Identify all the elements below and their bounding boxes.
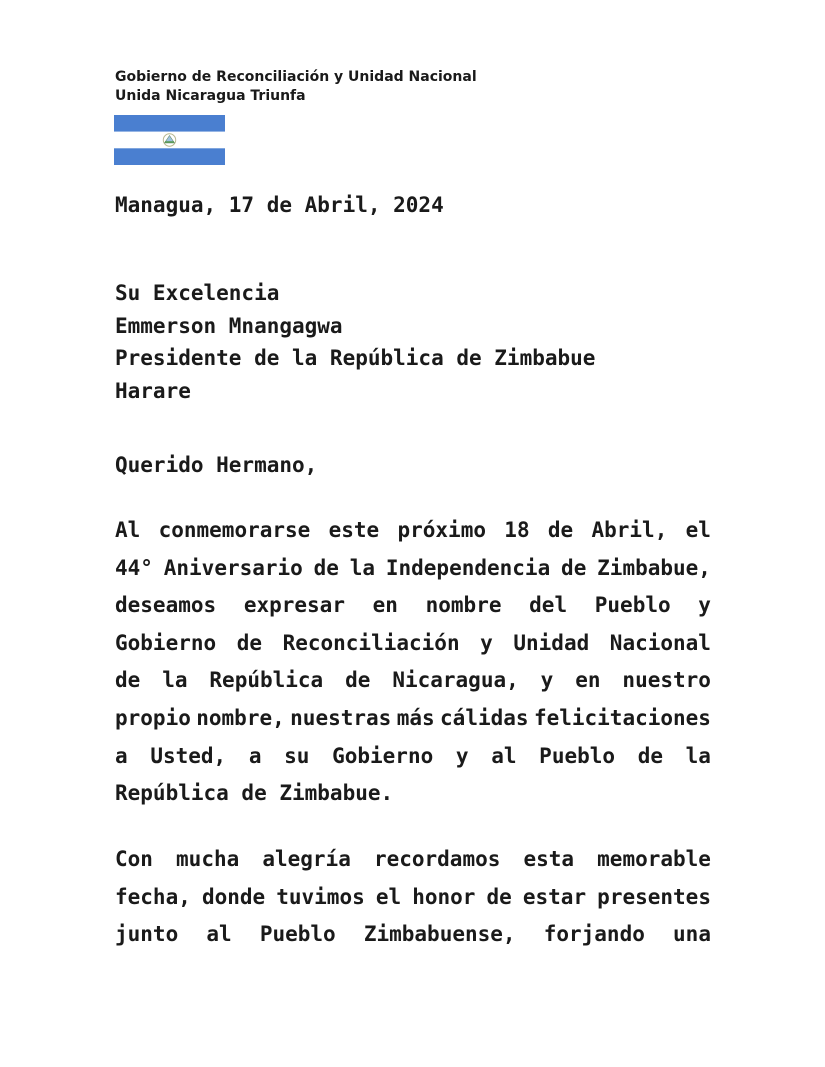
paragraph-word: al — [491, 743, 517, 768]
letterhead-slogan: Unida Nicaragua Triunfa — [115, 88, 306, 104]
paragraph-word: Gobierno — [115, 630, 217, 655]
paragraph-word: nuestro — [622, 668, 711, 693]
letterhead — [115, 68, 477, 106]
paragraph-word: cálidas — [440, 705, 529, 730]
paragraph-word: y — [698, 593, 711, 618]
paragraph-word: expresar — [243, 593, 345, 618]
paragraph-word: y — [540, 668, 554, 693]
paragraph-word: en — [372, 593, 398, 618]
recipient-title: Su Excelencia — [115, 281, 280, 305]
paragraph-word: Pueblo — [594, 593, 671, 618]
paragraph-word: 18 — [504, 518, 530, 542]
paragraph-word: Unidad — [513, 630, 590, 655]
paragraph-word: y — [455, 743, 469, 768]
paragraph-word: Pueblo — [259, 922, 336, 947]
paragraph-word: del — [529, 593, 568, 618]
paragraph-word: en — [575, 668, 601, 693]
paragraph-word: Nacional — [609, 630, 711, 655]
paragraph-word: conmemorarse — [158, 518, 311, 542]
paragraph-word: 44° — [115, 555, 153, 580]
paragraph-word: próximo — [397, 518, 486, 542]
paragraph-word: Zimbabuense, — [363, 922, 516, 947]
paragraph-word: junto — [115, 922, 179, 947]
paragraph-word: Zimbabue, — [597, 555, 711, 580]
recipient-position: Presidente de la República de Zimbabue — [115, 346, 596, 370]
paragraph-word: Aniversario — [163, 555, 303, 580]
paragraph-line — [115, 700, 711, 738]
paragraph-word: a — [248, 743, 262, 768]
paragraph-word: donde — [201, 884, 266, 909]
paragraph-word: el — [375, 884, 402, 909]
paragraph-word: Independencia — [385, 555, 551, 580]
paragraph-word: Pueblo — [539, 743, 616, 768]
paragraph-word: Gobierno — [332, 743, 434, 768]
recipient-name: Emmerson Mnangagwa — [115, 313, 343, 338]
paragraph-word: Al — [115, 518, 141, 542]
paragraph-word: Usted, — [150, 743, 227, 768]
paragraph-line — [115, 550, 711, 588]
paragraph-word: su — [284, 743, 310, 768]
paragraph-word: Reconciliación — [282, 630, 460, 655]
paragraph-word: Nicaragua, — [392, 668, 519, 693]
paragraph-word: el — [685, 518, 711, 542]
paragraph-word: República — [209, 668, 324, 693]
paragraph-word: presentes — [597, 884, 711, 909]
paragraph-word: tuvimos — [276, 884, 365, 909]
paragraph-word: de — [236, 630, 263, 655]
paragraph-word: más — [396, 705, 435, 730]
paragraph-word: de — [345, 668, 371, 693]
paragraph-line — [115, 775, 711, 813]
flag-top-stripe — [114, 115, 225, 132]
paragraph-word: de — [313, 555, 339, 580]
greeting: Querido Hermano, — [115, 453, 318, 477]
paragraph-word: alegría — [262, 847, 351, 871]
paragraph-word: recordamos — [373, 847, 501, 871]
paragraph-line — [115, 738, 711, 776]
paragraph-word: la — [349, 555, 376, 580]
paragraph-word: Abril, — [591, 518, 668, 542]
paragraph-word: de — [115, 668, 141, 693]
paragraph-word: de — [547, 518, 574, 542]
paragraph-line — [115, 916, 711, 954]
paragraph-word: al — [206, 922, 232, 947]
paragraph-word: mucha — [176, 847, 240, 871]
paragraph-line — [115, 662, 711, 700]
paragraph-word: y — [480, 630, 493, 655]
letterhead-government-name: Gobierno de Reconciliación y Unidad Nacional — [115, 69, 477, 85]
body-paragraph-1 — [115, 512, 711, 813]
paragraph-word: fecha, — [115, 884, 191, 909]
paragraph-word: forjando — [543, 922, 645, 947]
paragraph-word: de — [486, 884, 512, 909]
paragraph-line-text: República de Zimbabue. — [115, 781, 394, 806]
paragraph-word: propio — [115, 705, 191, 730]
letter-date: Managua, 17 de Abril, 2024 — [115, 193, 444, 217]
paragraph-word: honor — [412, 884, 476, 909]
flag-bottom-stripe — [114, 148, 225, 165]
paragraph-word: felicitaciones — [533, 705, 711, 730]
paragraph-line — [115, 512, 711, 550]
paragraph-word: la — [162, 668, 188, 693]
paragraph-word: nombre — [425, 593, 502, 618]
paragraph-word: memorable — [597, 847, 711, 871]
paragraph-word: la — [685, 743, 711, 768]
paragraph-word: este — [328, 518, 380, 542]
paragraph-line — [115, 879, 711, 917]
paragraph-line — [115, 841, 711, 879]
paragraph-word: de — [637, 743, 663, 768]
paragraph-word: Con — [115, 847, 153, 871]
paragraph-word: esta — [523, 847, 575, 871]
nicaragua-flag-icon — [114, 115, 225, 165]
paragraph-word: estar — [522, 884, 587, 909]
recipient-block — [115, 277, 595, 407]
paragraph-line — [115, 625, 711, 663]
recipient-city: Harare — [115, 378, 191, 403]
paragraph-line — [115, 587, 711, 625]
body-paragraph-2 — [115, 841, 711, 954]
paragraph-word: una — [673, 922, 711, 947]
paragraph-word: nombre, — [196, 705, 285, 730]
paragraph-word: nuestras — [290, 705, 392, 730]
paragraph-word: deseamos — [115, 593, 217, 618]
paragraph-word: de — [561, 555, 587, 580]
paragraph-word: a — [115, 743, 128, 768]
